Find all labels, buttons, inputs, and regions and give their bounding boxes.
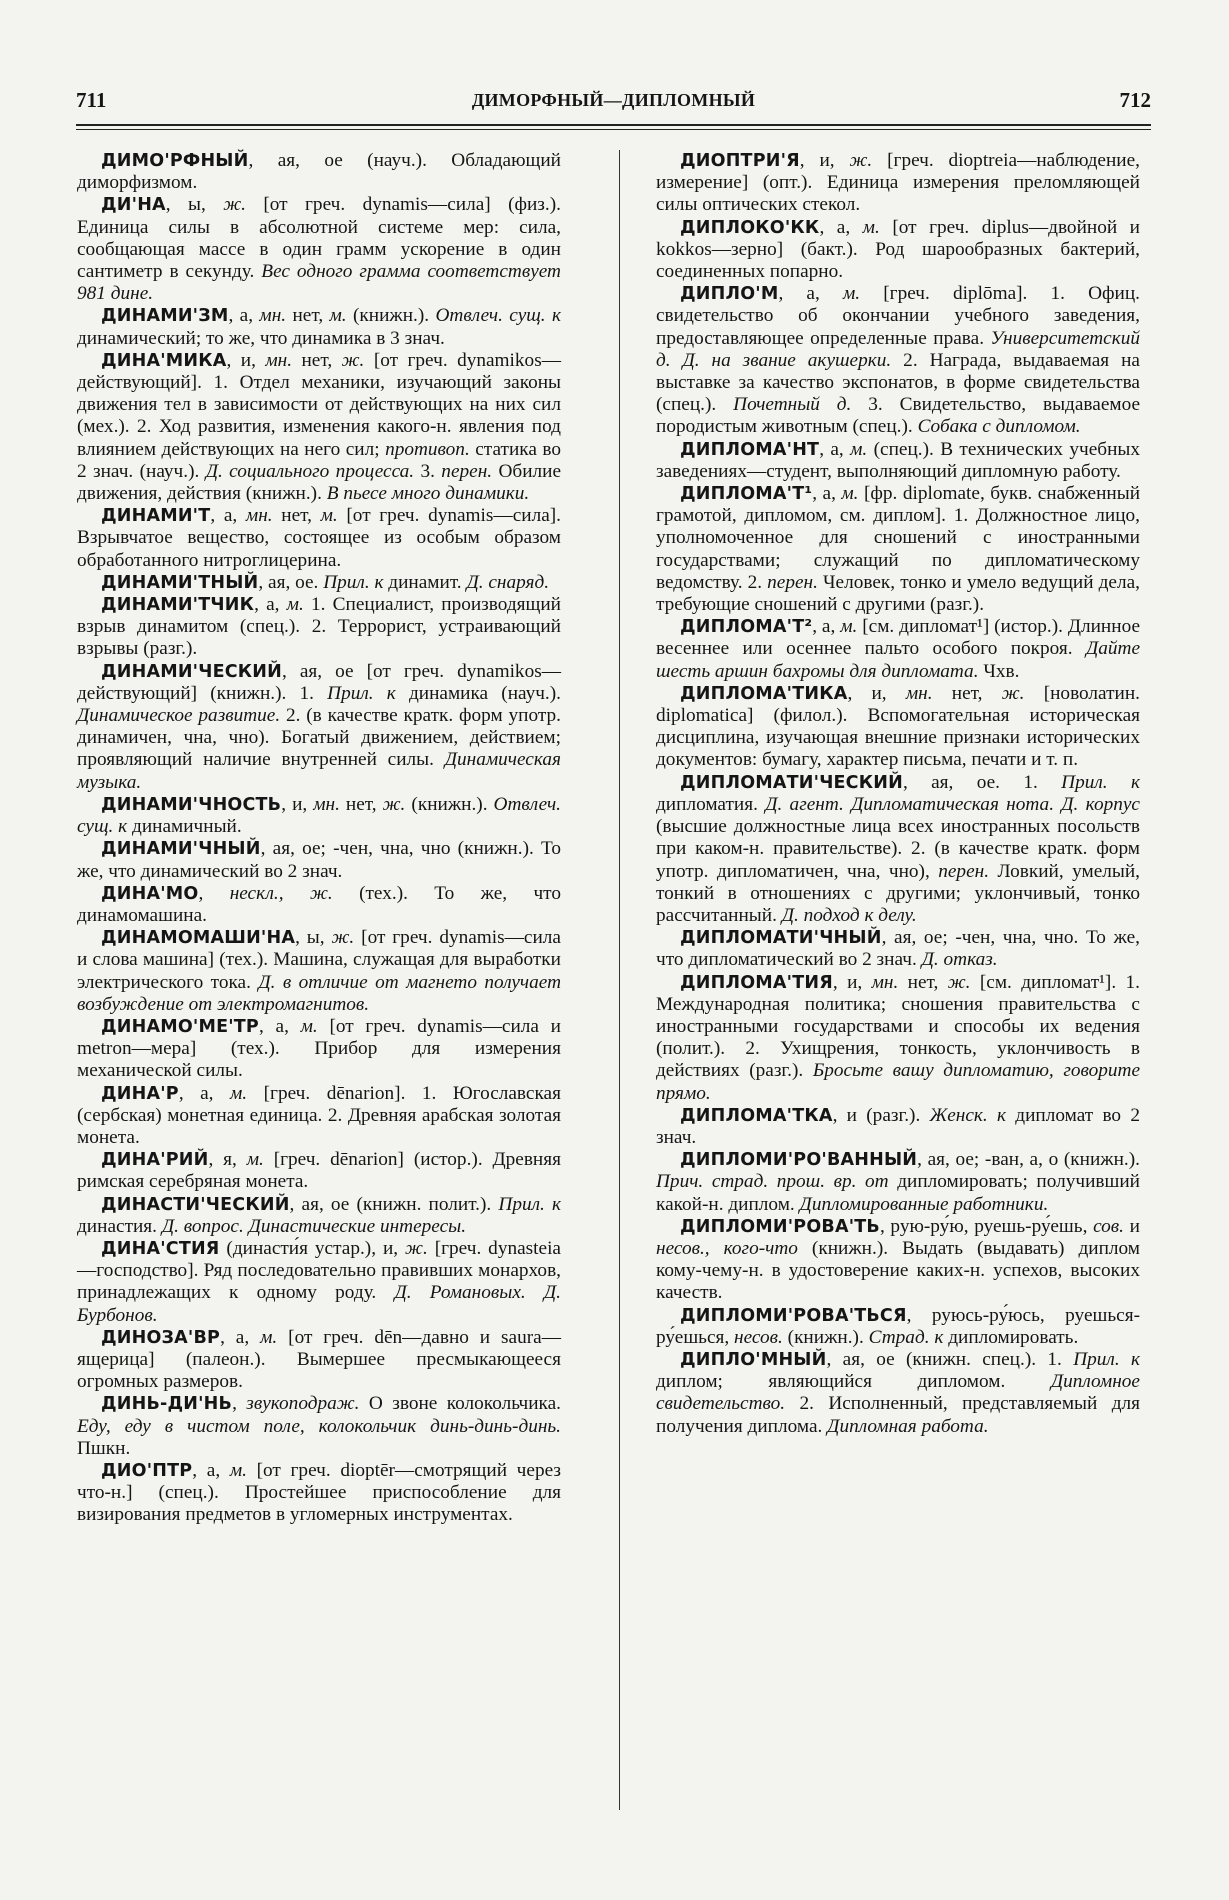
page-header [76,88,1151,118]
entry-text: [от греч. dynamis—сила] (физ.). Единица силы в абсолютной системе мер: сила, сообщающая массе в один грамм ускорение в один сантиметр в секунду. [77,194,561,283]
dictionary-entry [77,1460,561,1527]
entry-text: Ловкий, умелый, тонкий в отношениях с другими; уклончивый, тонко рассчитанный. [656,860,1140,926]
entry-italic-text: Прич. страд. прош. вр. от [656,1171,889,1193]
entry-italic-text: мн. [259,305,287,327]
entry-headword: ДИПЛО'МНЫЙ [680,1349,827,1370]
entry-text: нет, [286,305,330,327]
entry-text: 2. Награда, выдаваемая на выставке за качество экспонатов, в форме свидетельства (спец.). [656,349,1140,416]
dictionary-entry [77,305,561,349]
entry-text: динамит. [383,571,467,593]
entry-text: , ая, ое. [258,571,324,593]
entry-text: и [1124,1215,1140,1237]
dictionary-entry [77,150,561,194]
entry-italic-text: Динамическое развитие. [77,705,281,727]
entry-italic-text: мн. [245,505,273,527]
entry-italic-text: Собака с дипломом. [917,416,1081,438]
entry-italic-text: несов. [734,1326,783,1348]
dictionary-entry [77,838,561,882]
entry-text: [см. дипломат¹] (истор.). Длинное весеннее или осеннее пальто особого покроя. [656,616,1141,660]
entry-text: нет, [272,505,321,527]
entry-headword: ДИНАМИ'ЗМ [101,306,229,327]
entry-text: , а, [228,305,260,327]
entry-text: дипломатия. [656,793,766,815]
entry-text: диплом; являющийся дипломом. [656,1371,1051,1393]
entry-italic-text: м. [329,305,347,327]
entry-italic-text: мн. [871,971,899,993]
dictionary-entry [656,283,1140,438]
entry-italic-text: Женск. к [929,1104,1007,1126]
entry-headword: ДИНАСТИ'ЧЕСКИЙ [101,1194,290,1215]
entry-headword: ДИ'НА [101,195,166,216]
entry-text: [см. дипломат¹]. 1. Международная политика; сношения правительства с иностранными государствами и способы их ведения (полит.). 2. Ухищрения, тонкость, уклончивость в действиях (разг.). [656,971,1140,1082]
entry-text: , ая, ое (науч.). Обладающий диморфизмом. [77,150,561,194]
entry-headword: ДИПЛОМА'ТИЯ [680,972,833,993]
entry-text: , а, [258,1015,301,1037]
entry-headword: ДИПЛОМА'Т¹ [680,484,813,505]
entry-text: (династи́я устар.), и, [219,1237,406,1259]
entry-text: динамический; то же, что динамика в 3 знач. [77,327,445,349]
entry-text: [от греч. dynamikos—действующий]. 1. Отдел механики, изучающий законы движения тел в зависимости от действующих на них сил (мех.). 2. Ход развития, изменения какого-н. явления под влиянием действующих на него сил; [77,349,561,460]
entry-text: , и, [832,971,872,993]
entry-text: [от греч. dynamis—сила]. Взрывчатое вещество, состоящее из особым образом обработанного нитроглицерина. [77,505,561,571]
entry-italic-text: м. [260,1326,278,1348]
entry-text: , [198,882,230,904]
entry-italic-text: мн. [905,682,933,704]
entry-headword: ДИНОЗА'ВР [101,1327,221,1348]
entry-text: [греч. dēnarion]. 1. Югославская (сербская) монетная единица. 2. Древняя арабская золотая монета. [77,1082,561,1148]
entry-text: [от греч. dynamis—сила и слова машина] (тех.). Машина, служащая для выработки электрического тока. [77,927,561,993]
entry-text: , а, [819,438,851,460]
entry-text: 2. (в качестве кратк. форм употр. динамичен, чна, чно). Богатый движением, действием; проявляющий наличие внутренней силы. [77,705,561,771]
entry-headword: ДИПЛОМАТИ'ЧНЫЙ [680,928,882,949]
entry-headword: ДИПЛОКО'КК [680,217,820,238]
entry-text: , ы, [295,927,332,949]
entry-text: [от греч. diplus—двойной и kokkos—зерно] (бакт.). Род шарообразных бактерий, соединенных попарно. [656,216,1140,283]
entry-italic-text: м. [286,594,304,616]
entry-text: , а, [178,1082,230,1104]
entry-italic-text: Д. подход к делу. [781,904,917,926]
entry-text: дипломировать. [943,1326,1079,1348]
entry-text: Обилие движения, действия (книжн.). [77,460,562,505]
entry-italic-text: ж. [849,150,873,171]
entry-text: (высшие должностные лица всех иностранных посольств при каком-н. правительстве). 2. (в качестве кратк. форм употр. дипломатичен, чна, чно), [656,816,1140,882]
entry-headword: ДИПЛОМА'НТ [680,439,820,460]
entry-text: , и, [847,682,906,704]
entry-italic-text: Прил. к [323,571,384,593]
entry-text: дипломат во 2 знач. [656,1104,1140,1148]
entry-headword: ДИОПТРИ'Я [680,151,800,171]
entry-text: (спец.). В технических учебных заведениях—студент, выполняющий дипломную работу. [656,438,1140,482]
entry-headword: ДИНА'МО [101,883,199,904]
entry-italic-text: ж. [1001,682,1025,704]
left-page-number: 711 [76,88,107,112]
entry-text: , а, [210,505,246,527]
entry-italic-text: Прил. к [327,682,396,704]
right-page-number: 712 [1119,88,1151,112]
dictionary-entry [77,1016,561,1083]
right-column [656,150,1140,1438]
dictionary-entry [656,439,1140,483]
dictionary-entry [77,594,561,661]
entry-italic-text: Почетный д. [733,394,852,416]
entry-text: династия. [77,1215,162,1237]
entry-italic-text: ж. [223,194,246,216]
entry-text: Человек, тонко и умело ведущий дела, требующие сношений с другими (разг.). [656,571,1140,616]
left-column [77,150,561,1527]
entry-italic-text: Университетский д. Д. на звание акушерки. [656,327,1140,371]
entry-text: [от греч. dēn—давно и saura—ящерица] (палеон.). Вымершее пресмыкающееся огромных размеров. [77,1326,562,1393]
entry-text: дипломировать; получивший какой-н. диплом. [656,1171,1140,1215]
dictionary-entry [656,683,1140,772]
entry-text: , [232,1393,247,1415]
entry-text: , а, [812,483,842,505]
dictionary-entry [77,1393,561,1460]
entry-text: Чхв. [978,660,1020,682]
entry-italic-text: несов., кого-что [656,1237,798,1259]
entry-text: , а, [220,1326,261,1348]
entry-italic-text: Д. снаряд. [466,571,550,593]
entry-text: , ая, ое; -ван, а, о (книжн.). [917,1149,1140,1171]
entry-italic-text: Страд. к [868,1326,944,1348]
dictionary-entry [77,194,561,305]
entry-italic-text: нескл., ж. [229,882,333,904]
entry-headword: ДИНАМИ'ТНЫЙ [101,572,259,593]
dictionary-entry [77,1327,561,1394]
entry-italic-text: Вес одного грамма соответствует 981 дине. [77,261,561,305]
entry-text: , а, [778,283,843,305]
entry-text: , рую-ру́ю, руешь-ру́ешь, [879,1215,1094,1237]
entry-italic-text: Дипломное свидетельство. [656,1371,1140,1415]
entry-italic-text: мн. [313,793,340,815]
entry-italic-text: ж. [341,349,365,371]
entry-text: статика во 2 знач. (науч.). [77,438,561,482]
entry-text: , ая, ое [от греч. dynamikos—действующий] (книжн.). 1. [77,660,561,704]
entry-text: [греч. dioptreia—наблюдение, измерение] (опт.). Единица измерения преломляющей силы оптических стекол. [656,150,1140,216]
entry-headword: ДИНАМИ'ТЧИК [101,595,255,616]
entry-headword: ДИНАМИ'ЧНОСТЬ [101,794,282,815]
dictionary-entry [77,1083,561,1150]
entry-text: , руюсь-ру́юсь, руешься-ру́ешься, [656,1304,1140,1348]
entry-italic-text: Д. Романовых. Д. Бурбонов. [77,1282,561,1326]
entry-italic-text: м. [300,1015,318,1037]
column-divider [619,150,620,1810]
entry-text: , и, [799,150,850,171]
entry-text: [новолатин. diplomatica] (филол.). Вспомогательная историческая дисциплина, изучающая внешние признаки исторических документов: бумагу, характер письма, печати и т. п. [656,682,1140,771]
entry-headword: ДИНА'Р [101,1083,179,1104]
entry-italic-text: ж. [405,1237,428,1259]
entry-text: [греч. dēnarion] (истор.). Древняя римская серебряная монета. [77,1149,561,1193]
entry-text: нет, [898,971,948,993]
entry-italic-text: м. [862,216,880,238]
entry-headword: ДИНА'СТИЯ [101,1238,220,1259]
dictionary-entry [77,572,561,594]
running-title: ДИМОРФНЫЙ—ДИПЛОМНЫЙ [471,90,756,110]
entry-italic-text: м. [230,1082,248,1104]
entry-italic-text: м. [841,483,859,505]
header-rule [76,124,1151,126]
entry-headword: ДИПЛОМА'ТКА [680,1105,833,1126]
dictionary-entry [77,794,561,838]
entry-italic-text: Д. отказ. [921,949,998,971]
entry-italic-text: м. [840,616,858,638]
entry-headword: ДИНЬ-ДИ'НЬ [101,1394,233,1415]
entry-italic-text: Прил. к [498,1193,561,1215]
entry-text: [греч. dynasteia—господство]. Ряд последовательно правивших монархов, принадлежащих к одному роду. [77,1237,561,1304]
entry-text: нет, [292,349,342,371]
entry-text: (книжн.). [782,1326,869,1348]
entry-headword: ДИНАМО'МЕ'ТР [101,1016,259,1037]
entry-italic-text: м. [246,1149,264,1171]
entry-italic-text: Дипломированные работники. [799,1193,1049,1215]
entry-italic-text: В пьесе много динамики. [326,483,530,505]
entry-italic-text: Отвлеч. сущ. к [77,793,561,838]
entry-headword: ДИНАМИ'ЧЕСКИЙ [101,661,282,682]
entry-text: (книжн.). [346,305,436,327]
entry-italic-text: ж. [382,793,406,815]
entry-headword: ДИПЛОМА'ТИКА [680,683,848,704]
dictionary-entry [656,772,1140,927]
entry-italic-text: мн. [265,349,293,371]
entry-text: 3. Свидетельство, выдаваемое породистым животным (спец.). [656,394,1141,438]
entry-text: , ы, [165,194,224,216]
entry-text: (тех.). То же, что динамомашина. [77,882,561,926]
entry-italic-text: Д. в отличие от магнето получает возбуждение от электромагнитов. [77,971,561,1015]
entry-headword: ДИПЛОМАТИ'ЧЕСКИЙ [680,772,903,793]
entry-text: , ая, ое (книжн. полит.). [289,1193,499,1215]
entry-text: [от греч. dioptēr—смотрящий через что-н.] (спец.). Простейшее приспособление для визирования предметов в угломерных инструментах. [77,1459,561,1526]
entry-headword: ДИНА'МИКА [101,350,227,371]
entry-text: , я, [208,1149,247,1171]
entry-italic-text: Прил. к [1073,1348,1140,1370]
entry-text: О звоне колокольчика. [359,1393,561,1415]
dictionary-entry [77,927,561,1016]
dictionary-entry [77,883,561,927]
entry-text: нет, [339,793,383,815]
dictionary-entry [656,616,1140,683]
entry-headword: ДИНАМИ'ЧНЫЙ [101,839,261,860]
dictionary-entry [77,350,561,505]
dictionary-entry [656,1305,1140,1349]
entry-italic-text: противоп. [385,438,470,460]
header-rule-thin [76,129,1151,130]
entry-headword: ДИПЛОМА'Т² [680,617,813,638]
entry-headword: ДИПЛОМИ'РОВА'ТЬСЯ [680,1305,907,1326]
entry-italic-text: Еду, еду в чистом поле, колокольчик динь-динь-динь. [77,1415,561,1437]
dictionary-entry [656,972,1140,1105]
entry-italic-text: перен. [441,460,493,482]
dictionary-entry [77,1238,561,1327]
entry-text: нет, [932,682,1002,704]
entry-italic-text: Дипломная работа. [827,1415,989,1437]
entry-headword: ДИНА'РИЙ [101,1150,209,1171]
entry-italic-text: сов. [1093,1215,1124,1237]
entry-text: , а, [812,616,841,638]
entry-italic-text: м. [850,438,868,460]
dictionary-entry [77,1149,561,1193]
entry-italic-text: Динамическая музыка. [77,749,561,793]
entry-headword: ДИО'ПТР [101,1460,193,1481]
dictionary-entry [656,217,1140,284]
dictionary-entry [656,1149,1140,1216]
dictionary-entry [77,505,561,572]
entry-italic-text: м. [842,283,861,305]
entry-italic-text: м. [229,1459,247,1481]
entry-text: , ая, ое. 1. [902,771,1062,793]
entry-text: , а, [254,594,287,616]
dictionary-entry [656,1349,1140,1438]
entry-text: , ая, ое (книжн. спец.). 1. [826,1348,1074,1370]
entry-text: 3. [414,460,442,482]
entry-headword: ДИНАМОМАШИ'НА [101,928,296,949]
entry-italic-text: ж. [331,927,355,949]
entry-text: [фр. diplomate, букв. снабженный грамотой, дипломом, см. диплом]. 1. Должностное лицо, уполномоченное для сношений с иностранными государствами; служащий по дипломатическому ведомству. 2. [656,483,1141,593]
entry-text: , а, [819,216,863,238]
entry-text: , ая, ое; -чен, чна, чно (книжн.). То же, что динамический во 2 знач. [77,838,561,882]
entry-text: , и, [281,793,314,815]
entry-italic-text: перен. [767,571,818,593]
dictionary-entry [656,150,1140,217]
entry-italic-text: Дайте шесть аршин бахромы для дипломата. [656,638,1140,682]
entry-text: (книжн.). [405,793,494,815]
entry-italic-text: перен. [938,860,990,882]
entry-italic-text: ж. [947,971,971,993]
dictionary-entry [77,661,561,794]
entry-text: , ая, ое; -чен, чна, чно. То же, что дипломатический во 2 знач. [656,927,1140,971]
entry-text: 1. Специалист, производящий взрыв динамитом (спец.). 2. Террорист, устраивающий взрывы (разг.). [77,594,561,660]
entry-text: Пшкн. [77,1437,131,1459]
entry-headword: ДИНАМИ'Т [101,506,211,527]
entry-italic-text: Д. агент. Дипломатическая нота. Д. корпус [765,793,1140,815]
entry-italic-text: Д. социального процесса. [205,460,415,482]
dictionary-entry [656,1216,1140,1305]
dictionary-entry [656,927,1140,971]
entry-italic-text: Отвлеч. сущ. к [435,305,561,327]
entry-text: динамичный. [127,816,242,838]
entry-headword: ДИМО'РФНЫЙ [101,151,249,171]
entry-italic-text: звукоподраж. [246,1393,360,1415]
entry-text: [греч. diplōma]. 1. Офиц. свидетельство об окончании учебного заведения, предоставляющее определенные права. [656,283,1140,349]
entry-headword: ДИПЛОМИ'РО'ВАННЫЙ [680,1150,918,1171]
entry-headword: ДИПЛОМИ'РОВА'ТЬ [680,1216,880,1237]
entry-italic-text: Д. вопрос. Династические интересы. [161,1215,467,1237]
entry-italic-text: Бросьте вашу дипломатию, говорите прямо. [656,1060,1141,1104]
dictionary-entry [77,1194,561,1238]
entry-headword: ДИПЛО'М [680,284,779,305]
entry-text: (книжн.). Выдать (выдавать) диплом кому-чему-н. в удостоверение каких-н. успехов, высоких качеств. [656,1237,1140,1304]
entry-text: , а, [192,1459,230,1481]
entry-text: динамика (науч.). [395,682,561,704]
entry-italic-text: м. [320,505,338,527]
dictionary-entry [656,483,1140,616]
entry-italic-text: Прил. к [1061,771,1140,793]
dictionary-entry [656,1105,1140,1149]
entry-text: [от греч. dynamis—сила и metron—мера] (тех.). Прибор для измерения механической силы. [77,1015,561,1082]
entry-text: 2. Исполненный, представляемый для получения диплома. [656,1393,1140,1437]
entry-text: , и, [226,349,266,371]
entry-text: , и (разг.). [832,1104,930,1126]
